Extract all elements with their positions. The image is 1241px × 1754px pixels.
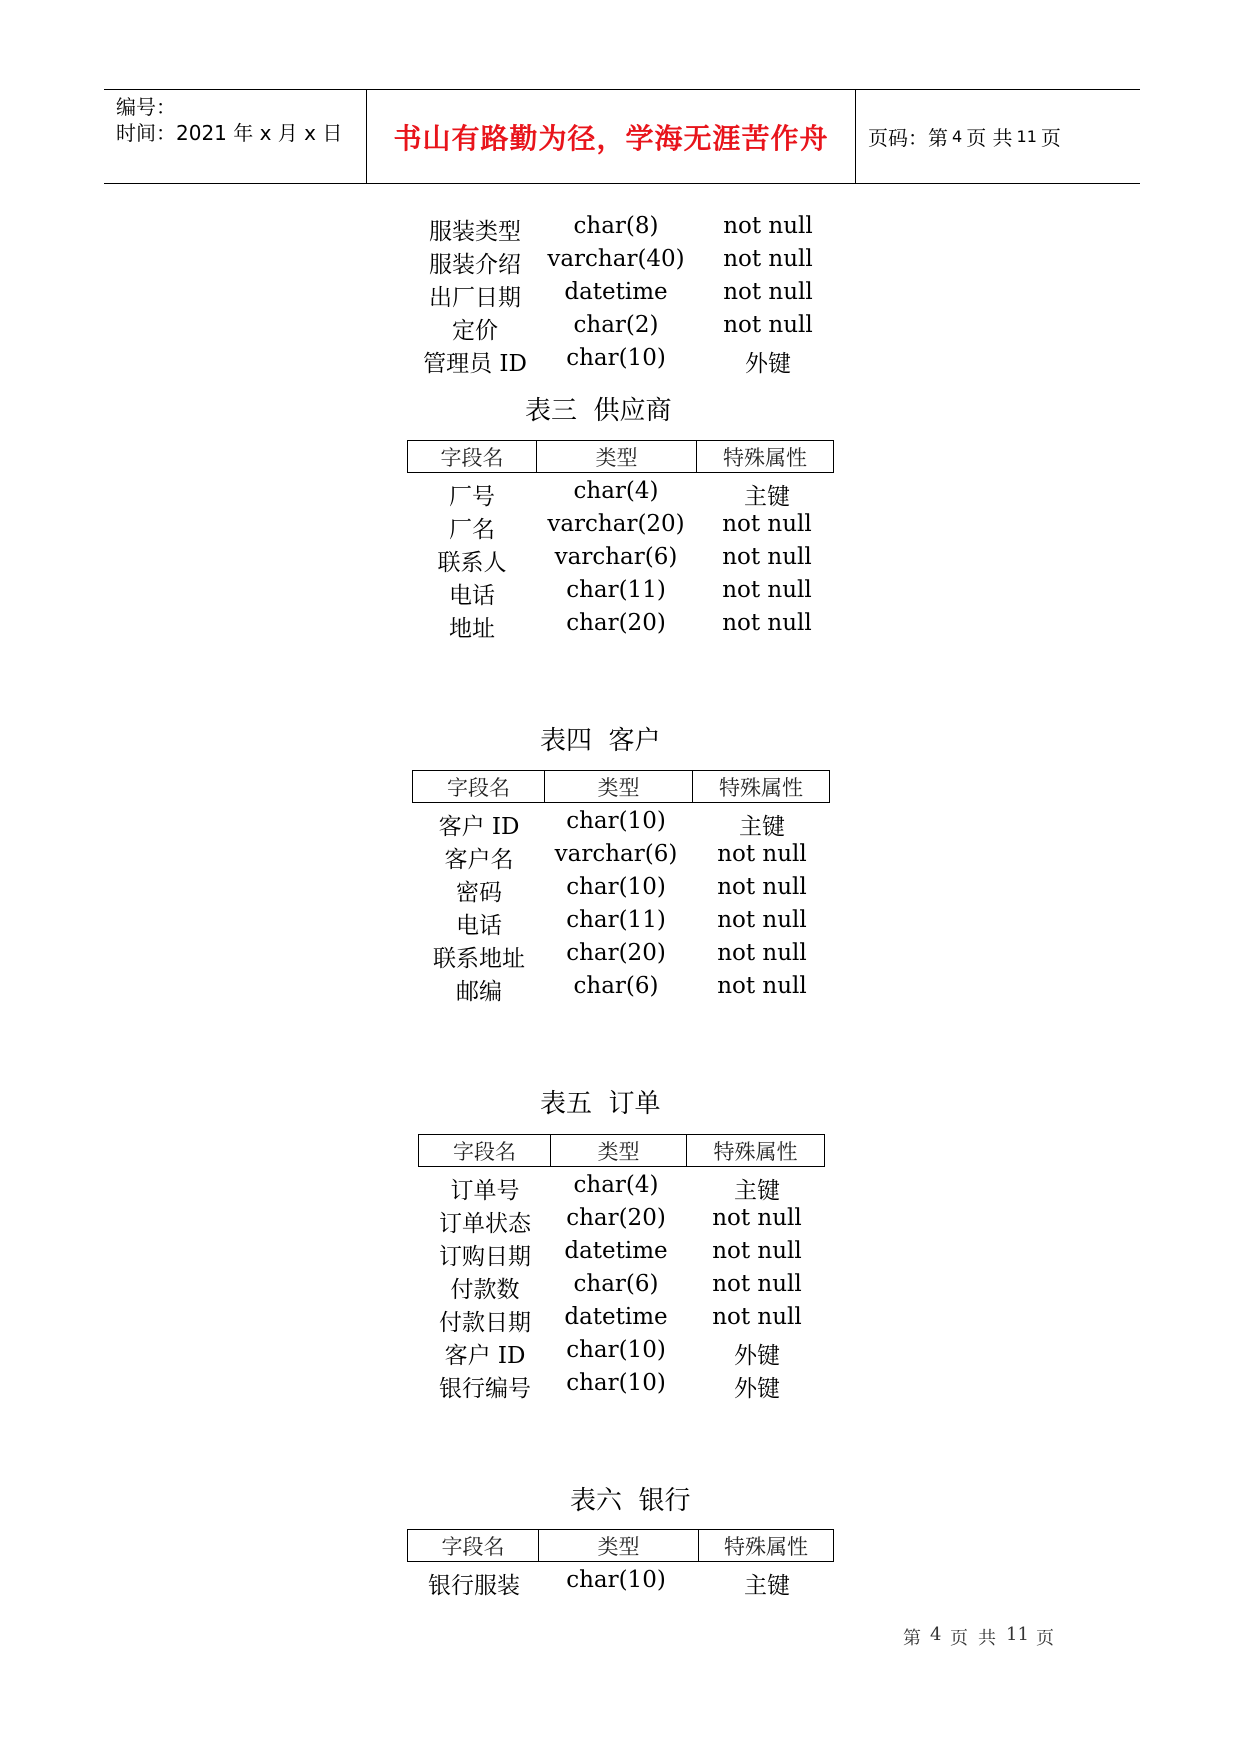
table-row — [0, 312, 1241, 344]
header-attr: 特殊属性 — [686, 1135, 824, 1166]
cell-type: char(20) — [566, 940, 666, 966]
table-header — [407, 440, 834, 473]
cell-type: char(10) — [566, 1337, 666, 1363]
table-header — [407, 1529, 834, 1562]
cell-attr: 主键 — [739, 814, 785, 840]
table-row — [0, 544, 1241, 576]
cell-field: 订单状态 — [439, 1211, 531, 1237]
table-row — [0, 1370, 1241, 1402]
page-total: 11 — [1016, 127, 1037, 146]
cell-type: char(2) — [573, 312, 659, 338]
page-header — [104, 89, 1140, 184]
cell-field: 定价 — [452, 318, 498, 344]
footer-text: 页 — [1036, 1628, 1054, 1649]
cell-field: 付款数 — [450, 1277, 520, 1303]
cell-type: char(4) — [573, 1172, 659, 1198]
cell-field: 客户名 — [444, 847, 514, 873]
cell-field: 电话 — [449, 583, 495, 609]
header-type: 类型 — [550, 1135, 686, 1166]
table-row — [0, 1238, 1241, 1270]
table-row — [0, 973, 1241, 1005]
cell-type: char(11) — [566, 577, 666, 603]
document-time-label: 时间：2021 年 x 月 x 日 — [116, 121, 343, 145]
cell-type: char(11) — [566, 907, 666, 933]
cell-type: varchar(6) — [554, 544, 678, 570]
table-row — [0, 940, 1241, 972]
cell-field: 出厂日期 — [429, 285, 521, 311]
table-row — [0, 907, 1241, 939]
cell-attr: 外键 — [745, 351, 791, 377]
page-current: 4 — [952, 127, 963, 146]
cell-type: char(10) — [566, 874, 666, 900]
cell-type: varchar(40) — [547, 246, 685, 272]
table-row — [0, 511, 1241, 543]
cell-field: 订单号 — [450, 1178, 520, 1204]
cell-attr: not null — [717, 841, 807, 867]
document-number-label: 编号： — [116, 95, 176, 119]
cell-field: 订购日期 — [439, 1244, 531, 1270]
cell-type: datetime — [564, 1304, 668, 1330]
table-title: 表四 客户 — [540, 726, 661, 756]
table-row — [0, 808, 1241, 840]
cell-attr: not null — [717, 874, 807, 900]
cell-field: 电话 — [456, 913, 502, 939]
table-header — [412, 770, 830, 803]
cell-attr: not null — [712, 1304, 802, 1330]
cell-field: 邮编 — [456, 979, 502, 1005]
footer-total-pages: 11 — [1006, 1624, 1029, 1645]
cell-type: char(10) — [566, 1370, 666, 1396]
table-row — [0, 478, 1241, 510]
header-field: 字段名 — [440, 445, 504, 470]
cell-field: 厂号 — [449, 484, 495, 510]
cell-type: char(6) — [573, 973, 659, 999]
header-type: 类型 — [538, 1530, 698, 1561]
cell-field: 客户 ID — [444, 1343, 526, 1369]
cell-type: char(20) — [566, 610, 666, 636]
header-field: 字段名 — [441, 1534, 505, 1559]
header-type: 类型 — [544, 771, 692, 802]
cell-attr: not null — [717, 907, 807, 933]
header-motto: 书山有路勤为径，学海无涯苦作舟 — [393, 121, 829, 155]
cell-attr: 主键 — [744, 484, 790, 510]
header-meta — [104, 90, 367, 183]
table-row — [0, 577, 1241, 609]
footer-text: 页 — [950, 1628, 968, 1649]
cell-attr: not null — [723, 279, 813, 305]
table-row — [0, 1304, 1241, 1336]
cell-field: 地址 — [449, 616, 495, 642]
table-row — [0, 246, 1241, 278]
cell-field: 付款日期 — [439, 1310, 531, 1336]
table-row — [0, 1567, 1241, 1599]
cell-attr: not null — [722, 577, 812, 603]
cell-attr: 外键 — [734, 1343, 780, 1369]
cell-attr: not null — [717, 940, 807, 966]
cell-type: char(10) — [566, 345, 666, 371]
table-title: 表三 供应商 — [525, 396, 672, 426]
table-row — [0, 1205, 1241, 1237]
cell-field: 服装类型 — [429, 219, 521, 245]
header-attr: 特殊属性 — [696, 441, 833, 472]
table-title: 表五 订单 — [540, 1089, 661, 1119]
cell-field: 联系人 — [437, 550, 507, 576]
footer-text: 第 — [903, 1628, 921, 1649]
table-row — [0, 874, 1241, 906]
cell-attr: not null — [722, 544, 812, 570]
cell-attr: not null — [722, 610, 812, 636]
table-row — [0, 1271, 1241, 1303]
cell-attr: not null — [712, 1205, 802, 1231]
table-row — [0, 279, 1241, 311]
cell-type: char(6) — [573, 1271, 659, 1297]
cell-type: char(8) — [573, 213, 659, 239]
cell-type: char(20) — [566, 1205, 666, 1231]
page-mid: 页 共 — [966, 126, 1013, 150]
cell-type: char(10) — [566, 1567, 666, 1593]
page-suffix: 页 — [1040, 126, 1061, 150]
cell-type: char(4) — [573, 478, 659, 504]
table-row — [0, 841, 1241, 873]
cell-attr: not null — [712, 1271, 802, 1297]
footer-current-page: 4 — [930, 1624, 942, 1645]
cell-field: 银行服装 — [428, 1573, 520, 1599]
cell-field: 管理员 ID — [423, 351, 527, 377]
header-type: 类型 — [536, 441, 696, 472]
cell-field: 联系地址 — [433, 946, 525, 972]
cell-attr: not null — [723, 246, 813, 272]
table-row — [0, 1337, 1241, 1369]
cell-field: 服装介绍 — [429, 252, 521, 278]
table-title: 表六 银行 — [570, 1486, 691, 1516]
header-motto-cell — [367, 90, 856, 183]
page-prefix: 页码：第 — [868, 126, 948, 150]
header-field: 字段名 — [453, 1139, 516, 1164]
cell-type: char(10) — [566, 808, 666, 834]
table-row — [0, 610, 1241, 642]
cell-attr: not null — [722, 511, 812, 537]
cell-attr: 主键 — [744, 1573, 790, 1599]
cell-field: 密码 — [456, 880, 502, 906]
footer-text: 共 — [978, 1628, 996, 1649]
cell-attr: not null — [723, 213, 813, 239]
table-row — [0, 213, 1241, 245]
cell-attr: not null — [712, 1238, 802, 1264]
header-attr: 特殊属性 — [698, 1530, 833, 1561]
table-row — [0, 1172, 1241, 1204]
header-attr: 特殊属性 — [692, 771, 829, 802]
cell-type: datetime — [564, 279, 668, 305]
cell-attr: not null — [717, 973, 807, 999]
cell-attr: 外键 — [734, 1376, 780, 1402]
table-row — [0, 345, 1241, 377]
cell-type: datetime — [564, 1238, 668, 1264]
cell-type: varchar(6) — [554, 841, 678, 867]
cell-attr: not null — [723, 312, 813, 338]
cell-field: 银行编号 — [439, 1376, 531, 1402]
header-page-info — [856, 90, 1140, 183]
cell-attr: 主键 — [734, 1178, 780, 1204]
cell-field: 厂名 — [449, 517, 495, 543]
cell-type: varchar(20) — [547, 511, 685, 537]
table-header — [418, 1134, 825, 1167]
header-field: 字段名 — [447, 775, 510, 800]
cell-field: 客户 ID — [438, 814, 520, 840]
